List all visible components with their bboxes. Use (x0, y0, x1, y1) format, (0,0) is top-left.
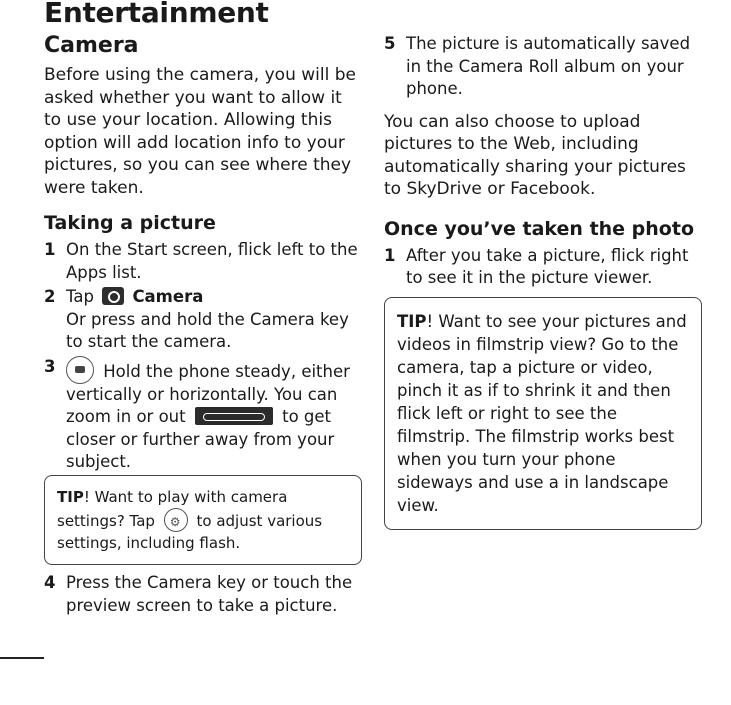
step-number: 1 (44, 240, 56, 259)
step-4 (44, 572, 386, 617)
camera-label: Camera (132, 287, 204, 306)
footer-rule (0, 657, 44, 659)
left-column (44, 64, 362, 476)
step-number: 2 (44, 287, 56, 306)
step-number: 3 (44, 356, 56, 376)
step-text: Or press and hold the Camera key to start the camera. (66, 309, 349, 351)
camera-shutter-icon (66, 356, 94, 384)
step-text: After you take a picture, flick right to see it in the picture viewer. (406, 245, 689, 287)
step-2 (44, 286, 362, 354)
tip-text: ! Want to see your pictures and videos in filmstrip view? Go to the camera, tap a picture or video, pinch it as if to shrink it and then flick left or right to see the filmstrip. The filmstrip works best when you turn your phone sideways and use a in landscape view. (397, 312, 687, 515)
tip-text-a: ! Want to play with camera settings? Tap (57, 488, 288, 530)
step-text: On the Start screen, flick left to the Apps list. (66, 240, 358, 282)
tip-box-filmstrip (384, 297, 702, 530)
upload-paragraph: You can also choose to upload pictures to the Web, including automatically sharing your pictures to SkyDrive or Facebook. (384, 111, 686, 199)
step-number: 4 (44, 573, 56, 592)
tip-text-b: to adjust various settings, including flash. (57, 512, 323, 552)
right-column (384, 33, 704, 292)
step-5 (384, 33, 704, 101)
zoom-slider-icon (195, 407, 273, 425)
subhead-once-taken: Once you’ve taken the photo (384, 217, 694, 240)
tip-box-camera-settings (44, 475, 362, 565)
step-number: 1 (384, 245, 396, 265)
page-title: Entertainment (44, 0, 269, 29)
step-pre: Tap (66, 287, 94, 306)
step-text-a: Hold the phone steady, either vertically or horizontally. You can zoom in or out (66, 361, 350, 426)
step-text: Press the Camera key or touch the preview screen to take a picture. (66, 573, 353, 615)
step-1-viewer (384, 245, 704, 290)
intro-paragraph: Before using the camera, you will be asked whether you want to allow it to use your location. Allowing this option will add location info to your pictures, so you can see where they were taken. (44, 65, 356, 198)
tip-label: TIP (57, 488, 84, 506)
step-number: 5 (384, 34, 396, 53)
section-title: Camera (44, 33, 139, 58)
step-text-b: to get closer or further away from your subject. (66, 407, 335, 471)
step-3 (44, 356, 362, 474)
step-text: The picture is automatically saved in the Camera Roll album on your phone. (406, 34, 691, 98)
tip-label: TIP (397, 312, 427, 331)
camera-icon (102, 287, 124, 305)
subhead-taking-picture: Taking a picture (44, 212, 216, 234)
step-1 (44, 239, 362, 284)
settings-gear-icon (164, 508, 188, 532)
